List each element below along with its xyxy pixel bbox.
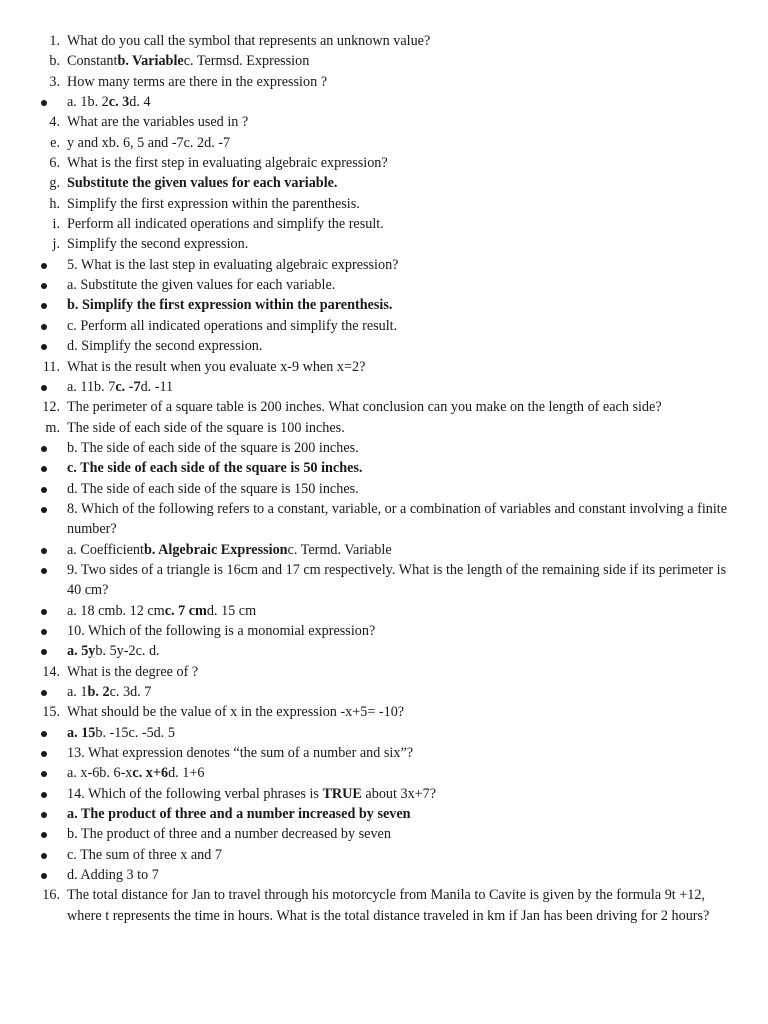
bullet-icon	[41, 568, 47, 574]
list-item	[0, 621, 768, 641]
list-marker: i.	[52, 216, 60, 233]
list-item	[0, 662, 768, 682]
answer-text: c. The side of each side of the square is 50 inches.	[67, 460, 363, 477]
item-text: The total distance for Jan to travel through his motorcycle from Manila to Cavite is given by the formula 9t +12, where t represents the time in hours. What is the total distance traveled in km if Jan has been driving for 2 hours?	[67, 887, 710, 924]
list-item	[0, 51, 768, 71]
bullet-icon	[41, 873, 47, 879]
list-marker: 6.	[49, 155, 60, 172]
list-item	[0, 601, 768, 621]
item-text: b. The side of each side of the square is 200 inches.	[67, 439, 359, 456]
item-text: c. 3d. 7	[109, 684, 152, 700]
item-text: How many terms are there in the expression ?	[67, 73, 328, 90]
list-item	[0, 295, 768, 315]
bullet-icon	[41, 385, 47, 391]
bullet-icon	[41, 324, 47, 330]
item-text: What is the degree of ?	[67, 663, 199, 680]
item-text: about 3x+7?	[361, 785, 437, 802]
item-text: a. 1b. 2	[67, 94, 109, 111]
item-text: a. Substitute the given values for each variable.	[67, 277, 336, 294]
item-text: Perform all indicated operations and simplify the result.	[67, 216, 384, 233]
list-item	[0, 194, 768, 214]
item-text: d. 4	[129, 94, 151, 111]
bullet-icon	[41, 751, 47, 757]
item-text: d. Simplify the second expression.	[67, 338, 263, 355]
list-item	[0, 824, 768, 844]
bullet-icon	[41, 812, 47, 818]
item-text: c. The sum of three x and 7	[67, 846, 222, 863]
answer-text: c. -7	[115, 378, 141, 395]
bullet-icon	[41, 487, 47, 493]
item-text: d. Adding 3 to 7	[67, 867, 159, 884]
item-text: a. 1	[67, 684, 88, 700]
bullet-icon	[41, 731, 47, 737]
list-item	[0, 682, 768, 702]
bullet-icon	[41, 548, 47, 554]
item-text: a. x-6b. 6-x	[67, 765, 133, 782]
bullet-icon	[41, 303, 47, 309]
answer-text: b. Variable	[117, 53, 184, 70]
quiz-document	[0, 31, 768, 926]
item-text: a. 11b. 7	[67, 378, 116, 395]
list-item	[0, 641, 768, 661]
list-marker: 1.	[49, 33, 60, 49]
bullet-icon	[41, 344, 47, 350]
list-item	[0, 31, 768, 51]
answer-text: b. Algebraic Expression	[143, 541, 288, 558]
answer-text: b. 2	[87, 684, 110, 700]
answer-text: c. 3	[108, 94, 130, 111]
item-text: y and xb. 6, 5 and -7c. 2d. -7	[67, 134, 231, 151]
item-text: a. Coefficient	[67, 541, 144, 558]
list-item	[0, 865, 768, 885]
list-item	[0, 743, 768, 763]
bullet-icon	[41, 507, 47, 513]
item-text: The perimeter of a square table is 200 inches. What conclusion can you make on the length of each side?	[67, 399, 662, 416]
bullet-icon	[41, 853, 47, 859]
item-text: The side of each side of the square is 100 inches.	[67, 419, 345, 436]
item-text: What do you call the symbol that represents an unknown value?	[67, 33, 431, 49]
list-marker: 3.	[49, 73, 60, 90]
list-item	[0, 845, 768, 865]
item-text: c. Termd. Variable	[287, 541, 392, 558]
list-item	[0, 377, 768, 397]
item-text: What are the variables used in ?	[67, 114, 249, 131]
bullet-icon	[41, 283, 47, 289]
list-item	[0, 397, 768, 417]
item-text: d. -11	[140, 378, 174, 395]
bullet-icon	[41, 609, 47, 615]
list-marker: 15.	[42, 704, 60, 721]
item-text: b. 5y-2c. d.	[95, 643, 160, 660]
list-marker: 12.	[42, 399, 60, 416]
bullet-icon	[41, 649, 47, 655]
item-text: 5. What is the last step in evaluating algebraic expression?	[67, 256, 399, 273]
list-item	[0, 418, 768, 438]
item-text: a. 18 cmb. 12 cm	[67, 602, 165, 619]
item-text: 14. Which of the following verbal phrases is	[67, 785, 323, 802]
bullet-icon	[41, 832, 47, 838]
item-text: What should be the value of x in the expression -x+5= -10?	[67, 704, 405, 721]
list-item	[0, 357, 768, 377]
list-marker: 4.	[49, 114, 60, 131]
list-item	[0, 336, 768, 356]
item-text: d. The side of each side of the square is 150 inches.	[67, 480, 359, 497]
item-text: Constant	[67, 53, 118, 70]
item-text: 10. Which of the following is a monomial expression?	[67, 622, 376, 639]
item-text: b. The product of three and a number decreased by seven	[67, 826, 391, 843]
list-item	[0, 214, 768, 234]
list-item	[0, 153, 768, 173]
list-marker: j.	[52, 236, 60, 253]
bullet-icon	[41, 792, 47, 798]
list-item	[0, 275, 768, 295]
list-marker: g.	[49, 175, 60, 192]
list-marker: 16.	[42, 887, 60, 904]
item-text: b. -15c. -5d. 5	[95, 724, 175, 741]
list-item	[0, 72, 768, 92]
item-text: 9. Two sides of a triangle is 16cm and 17 cm respectively. What is the length of the remaining side if its perimeter is 40 cm?	[67, 561, 727, 599]
bullet-icon	[41, 466, 47, 472]
list-item	[0, 479, 768, 499]
answer-text: c. x+6	[132, 765, 169, 782]
answer-text: c. 7 cm	[164, 602, 207, 619]
list-item	[0, 92, 768, 112]
list-marker: m.	[45, 419, 60, 436]
list-item	[0, 499, 768, 540]
list-marker: b.	[49, 53, 60, 70]
list-marker: 11.	[42, 358, 60, 375]
answer-text: a. 15	[67, 724, 96, 741]
item-text: d. 1+6	[168, 765, 205, 782]
list-marker: h.	[49, 195, 60, 212]
list-item	[0, 804, 768, 824]
list-item	[0, 784, 768, 804]
bullet-icon	[41, 629, 47, 635]
list-item	[0, 438, 768, 458]
item-text: 13. What expression denotes “the sum of a number and six”?	[67, 745, 414, 762]
answer-text: b. Simplify the first expression within the parenthesis.	[67, 297, 393, 314]
list-item	[0, 255, 768, 275]
list-item	[0, 234, 768, 254]
list-item	[0, 763, 768, 783]
list-marker: e.	[50, 134, 60, 151]
list-item	[0, 540, 768, 560]
answer-text: a. 5y	[67, 643, 96, 660]
list-marker: 14.	[42, 663, 60, 680]
list-item	[0, 112, 768, 132]
bullet-icon	[41, 263, 47, 269]
list-item	[0, 458, 768, 478]
answer-text: Substitute the given values for each variable.	[67, 175, 338, 192]
list-item	[0, 133, 768, 153]
list-item	[0, 885, 768, 926]
answer-text: a. The product of three and a number increased by seven	[67, 806, 411, 823]
item-text: d. 15 cm	[206, 602, 257, 619]
item-text: What is the result when you evaluate x-9 when x=2?	[67, 358, 366, 375]
item-text: c. Perform all indicated operations and simplify the result.	[67, 317, 398, 334]
list-item	[0, 723, 768, 743]
item-text: c. Termsd. Expression	[183, 53, 310, 70]
item-text: Simplify the first expression within the parenthesis.	[67, 195, 360, 212]
bullet-icon	[41, 100, 47, 106]
answer-text: TRUE	[322, 785, 362, 802]
item-text: What is the first step in evaluating algebraic expression?	[67, 155, 388, 172]
bullet-icon	[41, 446, 47, 452]
item-text: Simplify the second expression.	[67, 236, 249, 253]
list-item	[0, 702, 768, 722]
list-item	[0, 173, 768, 193]
bullet-icon	[41, 690, 47, 696]
list-item	[0, 560, 768, 601]
list-item	[0, 316, 768, 336]
item-text: 8. Which of the following refers to a constant, variable, or a combination of variables and constant involving a finite number?	[67, 500, 728, 538]
bullet-icon	[41, 771, 47, 777]
